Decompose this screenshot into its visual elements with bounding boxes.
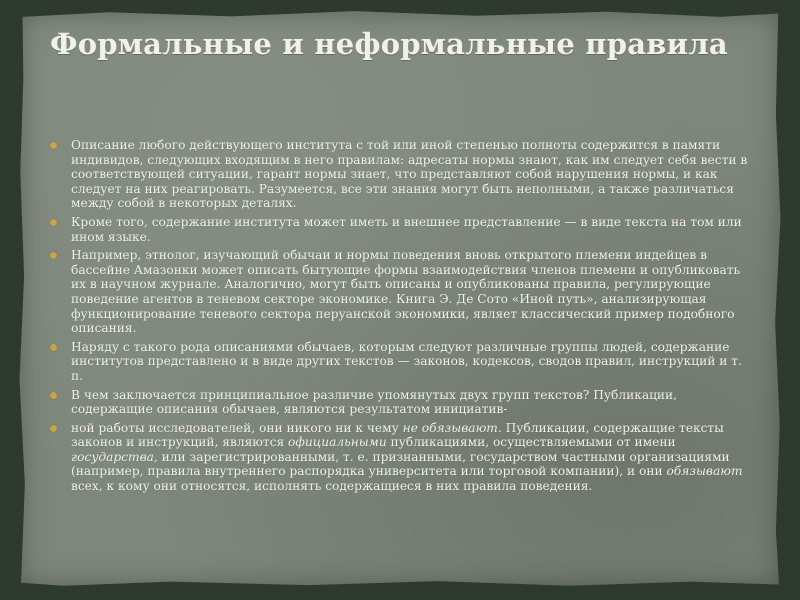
bullet-text: Кроме того, содержание института может иметь и внешнее представление — в виде текста на том или ином языке.: [71, 214, 742, 244]
bullet-text-part: ной работы исследователей, они никого ни к чему: [71, 420, 403, 435]
bullet-text: Описание любого действующего института с той или иной степенью полноты содержится в памяти индивидов, следующих входящим в него правилам: адресаты нормы знают, как им следует себя вести в соответствующей ситуации, гарант нормы знает, что представляют собой нарушения нормы, и как следует на них реагировать. Разумеется, все эти знания могут быть неполными, а также различаться между собой в некоторых деталях.: [71, 138, 748, 211]
bullet-text: Наряду с такого рода описаниями обычаев, которым следуют различные группы людей, содержание институтов представлено и в виде других текстов — законов, кодексов, сводов правил, инструкций и т. п.: [71, 339, 742, 383]
bullet-text: Например, этнолог, изучающий обычаи и нормы поведения вновь открытого племени индейцев в бассейне Амазонки может описать бытующие формы взаимодействия членов племени и опубликовать их в научном журнале. Аналогично, могут быть описаны и опубликованы правила, регулирующие поведение агентов в теневом секторе экономике. Книга Э. Де Сото «Иной путь», анализирующая функционирование теневого сектора перуанской экономики, являет классический пример подобного описания.: [71, 248, 741, 336]
bullet-text-part: всех, к кому они относятся, исполнять содержащиеся в них правила поведения.: [71, 479, 593, 494]
slide-content: [50, 138, 755, 498]
bullet-item: [50, 248, 755, 336]
bullet-item: [50, 421, 755, 494]
bullet-marker: [50, 142, 57, 149]
bullet-emphasis: обязывают: [666, 464, 743, 479]
slide-title: Формальные и неформальные правила: [50, 27, 728, 61]
bullet-marker: [50, 425, 57, 432]
bullet-marker: [50, 344, 57, 351]
bullet-item: [50, 215, 755, 244]
bullet-text-part: или зарегистрированными, т. е. признанными, государством частными организациями (например, правила внутреннего распорядка университета или торговой компании), и они: [71, 449, 730, 479]
bullet-text-part: публикациями, осуществляемыми от имени: [386, 435, 676, 450]
bullet-marker: [50, 219, 57, 226]
bullet-marker: [50, 392, 57, 399]
bullet-item: [50, 388, 755, 417]
bullet-item: [50, 340, 755, 384]
bullet-item: [50, 138, 755, 211]
bullet-marker: [50, 252, 57, 259]
bullet-text-part: . Публикации, содержащие тексты законов и инструкций, являются: [71, 420, 724, 450]
bullet-emphasis: государства,: [71, 449, 158, 464]
bullet-emphasis: официальными: [288, 435, 387, 450]
bullet-text: В чем заключается принципиальное различие упомянутых двух групп текстов? Публикации, содержащие описания обычаев, являются результатом инициатив-: [71, 387, 678, 417]
bullet-emphasis: не обязывают: [402, 420, 498, 435]
